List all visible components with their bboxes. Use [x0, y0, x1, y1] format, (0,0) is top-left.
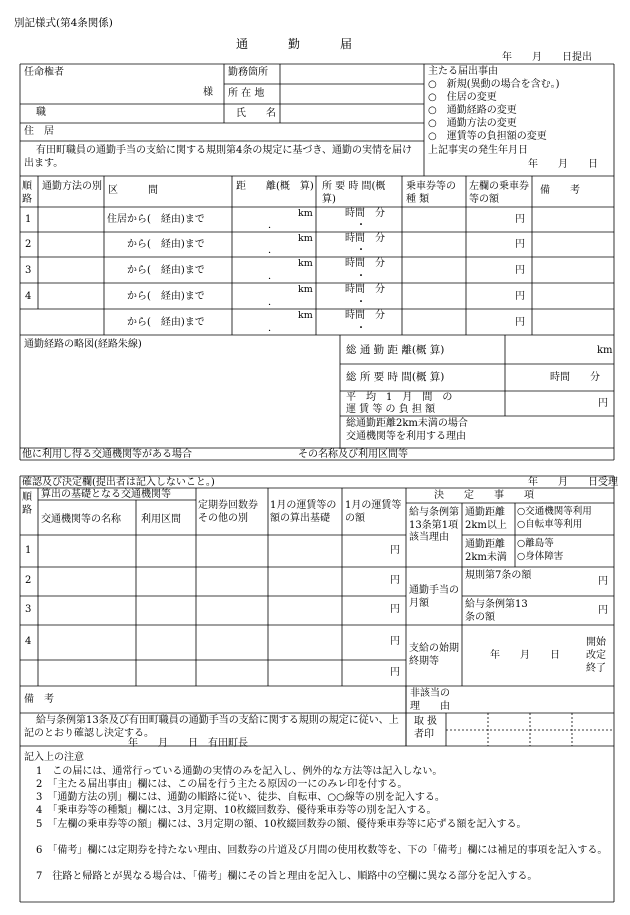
row-tdot: ・ — [356, 220, 366, 231]
col-ticket-amount: 左欄の乗車券等の額 — [469, 181, 529, 205]
route-map-label: 通勤経路の略図(経路朱線) — [24, 339, 142, 350]
basis-heading: 算出の基礎となる交通機関等 — [41, 489, 171, 500]
reason-item: ○ 通勤経路の変更 — [428, 105, 517, 116]
row-yen: 円 — [515, 214, 525, 225]
decision-heading: 決 定 事 項 — [434, 490, 534, 501]
row-km: km — [298, 233, 313, 244]
start-end-date: 年 月 日 — [490, 650, 560, 661]
row-km: km — [298, 284, 313, 295]
row-km: km — [298, 208, 313, 219]
row-tdot: ・ — [356, 245, 366, 256]
row-time: 時間 分 — [345, 258, 385, 269]
note-item: 3 「通勤方法の別」欄には、通勤の順路に従い、徒歩、自転車、○○線等の別を記入する。 — [36, 792, 445, 803]
row-time: 時間 分 — [345, 310, 385, 321]
row-num: 4 — [25, 291, 32, 302]
row-tdot: ・ — [356, 323, 366, 334]
statement-text: 有田町職員の通勤手当の支給に関する規則第4条の規定に基づき、通勤の実情を届け出ます。 — [24, 145, 412, 169]
reason-item: ○ 通勤方法の変更 — [428, 118, 517, 129]
note-item: 6 「備考」欄には定期券を持たない理由、回数券の片道及び月間の使用枚数等を、下の「備考」欄には補足的事項を記入する。 — [36, 845, 608, 856]
art13-yen: 円 — [598, 605, 608, 616]
dist-over-label: 通勤距離2km以上 — [465, 507, 507, 531]
row-km: km — [298, 258, 313, 269]
address-label: 住 居 — [24, 126, 54, 137]
row-num: 3 — [25, 604, 32, 615]
reasons-heading: 主たる届出事由 — [428, 66, 498, 77]
sama-label: 様 — [203, 87, 213, 98]
location-label: 所 在 地 — [228, 88, 265, 99]
note-item: 7 往路と帰路とが異なる場合は、「備考」欄にその旨と理由を記入し、順路中の空欄に異なる部分を記入する。 — [36, 871, 538, 882]
opt-island: ○離島等 — [517, 538, 554, 549]
row-yen: 円 — [515, 317, 525, 328]
handler-seal-label: 取 扱者印 — [414, 716, 438, 740]
shoku-label: 職 — [36, 107, 46, 118]
col-pass-type: 定期券回数券その他の別 — [198, 500, 258, 524]
row-num: 3 — [25, 265, 32, 276]
page-title: 通 勤 届 — [236, 37, 354, 51]
received-date: 年 月 日受理 — [528, 477, 618, 488]
reason-item: ○ 運賃等の負担額の変更 — [428, 131, 547, 142]
col-monthly-amount: 1月の運賃等の額 — [345, 500, 402, 524]
reason-item: ○ 住居の変更 — [428, 92, 497, 103]
note-item: 2 「主たる届出事由」欄には、この届を行う主たる原因の一にのみレ印を付する。 — [36, 779, 408, 790]
opt-disability: ○身体障害 — [517, 551, 564, 562]
row-time: 時間 分 — [345, 208, 385, 219]
row-yen: 円 — [515, 291, 525, 302]
col-distance: 距 離(概 算) — [236, 181, 314, 192]
row-section: から( 経由)まで — [127, 317, 205, 328]
row-km: km — [298, 310, 313, 321]
row-time: 時間 分 — [345, 233, 385, 244]
row-section: から( 経由)まで — [127, 291, 205, 302]
opt-bicycle: ○自転車等利用 — [517, 519, 583, 530]
notes-heading: 記入上の注意 — [24, 752, 84, 763]
workplace-label: 勤務箇所 — [228, 67, 268, 78]
note-item: 4 「乗車券等の種類」欄には、3月定期、10枚綴回数券、優待乗車券等の別を記入する。 — [36, 805, 437, 816]
row-yen: 円 — [515, 239, 525, 250]
confirm-date: 年 月 日 有田町長 — [128, 738, 248, 749]
note-item: 5 「左欄の乗車券等の額」欄には、3月定期の額、10枚綴回数券の額、優待乗車券等に応ずる額を記入する。 — [36, 819, 527, 830]
row-num: 1 — [25, 214, 32, 225]
row-num: 2 — [25, 575, 32, 586]
col-agency-name: 交通機関等の名称 — [41, 514, 121, 525]
total-distance-unit: km — [597, 345, 613, 356]
non-applicable-label: 非該当の理 由 — [410, 688, 450, 712]
row-num: 2 — [25, 239, 32, 250]
kaishi-label: 開始 — [586, 637, 606, 648]
submit-date: 年 月 日提出 — [502, 52, 592, 63]
row-section: から( 経由)まで — [127, 265, 205, 276]
row-tdot: ・ — [356, 271, 366, 282]
confirm-heading: 確認及び決定欄(提出者は記入しないこと。) — [22, 477, 215, 488]
allowance-label: 通勤手当の月額 — [409, 585, 459, 609]
total-distance-label: 総 通 勤 距 離(概 算) — [346, 344, 445, 356]
col-ticket-type: 乗車券等の 種 類 — [406, 181, 456, 205]
row-dot: ． — [268, 271, 278, 282]
kaitei-label: 改定 — [586, 650, 606, 661]
form-label: 別記様式(第4条関係) — [14, 17, 113, 29]
short-distance-reason-1: 総通勤距離2km未満の場合 — [346, 418, 468, 429]
col-remarks: 備 考 — [540, 185, 580, 196]
row-time: 時間 分 — [345, 284, 385, 295]
row-yen: 円 — [390, 575, 400, 586]
shuryo-label: 終了 — [586, 663, 606, 674]
row-yen: 円 — [390, 636, 400, 647]
row-yen: 円 — [515, 265, 525, 276]
monthly-burden-label-2: 運 賃 等 の 負 担 額 — [346, 404, 436, 415]
art13-reason-label: 給与条例第13条第1項該当理由 — [409, 507, 459, 543]
col-monthly-basis: 1月の運賃等の額の算出基礎 — [270, 500, 337, 524]
opt-transport: ○交通機関等利用 — [517, 506, 592, 517]
row-dot: ． — [268, 245, 278, 256]
rule7-label: 規則第7条の額 — [465, 570, 532, 581]
row-dot: ． — [268, 220, 278, 231]
row-tdot: ・ — [356, 297, 366, 308]
short-distance-reason-2: 交通機関等を利用する理由 — [346, 431, 466, 442]
row-dot: ． — [268, 323, 278, 334]
other-transport-label: 他に利用し得る交通機関等がある場合 — [22, 449, 192, 460]
occurrence-date: 年 月 日 — [528, 159, 598, 170]
row-dot: ． — [268, 297, 278, 308]
reason-item: ○ 新規(異動の場合を含む。) — [428, 79, 560, 90]
monthly-unit: 円 — [598, 398, 608, 409]
row-num: 1 — [25, 545, 32, 556]
row-section: 住居から( 経由)まで — [107, 214, 205, 225]
col-time: 所 要 時 間(概 算) — [322, 181, 396, 205]
start-end-label: 支給の始期終期等 — [409, 643, 459, 667]
dist-under-label: 通勤距離2km未満 — [465, 539, 507, 563]
art13-label: 給与条例第13条の額 — [465, 599, 528, 623]
monthly-burden-label-1: 平 均 1 月 間 の — [346, 392, 453, 403]
name-label: 氏 名 — [236, 108, 276, 119]
row-num: 4 — [25, 636, 32, 647]
appointer-label: 任命権者 — [24, 67, 64, 78]
row-yen: 円 — [390, 667, 400, 678]
col-usage-section: 利用区間 — [141, 514, 181, 525]
col-section: 区 間 — [108, 185, 158, 196]
occurrence-label: 上記事実の発生年月日 — [428, 145, 528, 156]
rule7-yen: 円 — [598, 576, 608, 587]
total-time-unit: 時間 分 — [550, 372, 600, 383]
note-item: 1 この届には、通常行っている通勤の実情のみを記入し、例外的な方法等は記入しない。 — [36, 766, 443, 777]
confirm-text: 給与条例第13条及び有田町職員の通勤手当の支給に関する規則の規定に従い、上記のとおり確認し決定する。 — [24, 715, 399, 739]
row-yen: 円 — [390, 545, 400, 556]
total-time-label: 総 所 要 時 間(概 算) — [346, 371, 445, 383]
col-jun: 順路 — [22, 492, 32, 516]
col-jun: 順路 — [22, 181, 32, 205]
row-section: から( 経由)まで — [127, 239, 205, 250]
row-yen: 円 — [390, 604, 400, 615]
remarks-label: 備 考 — [24, 694, 54, 705]
other-transport-detail: その名称及び利用区間等 — [298, 449, 408, 460]
col-method: 通勤方法の別 — [42, 181, 102, 192]
